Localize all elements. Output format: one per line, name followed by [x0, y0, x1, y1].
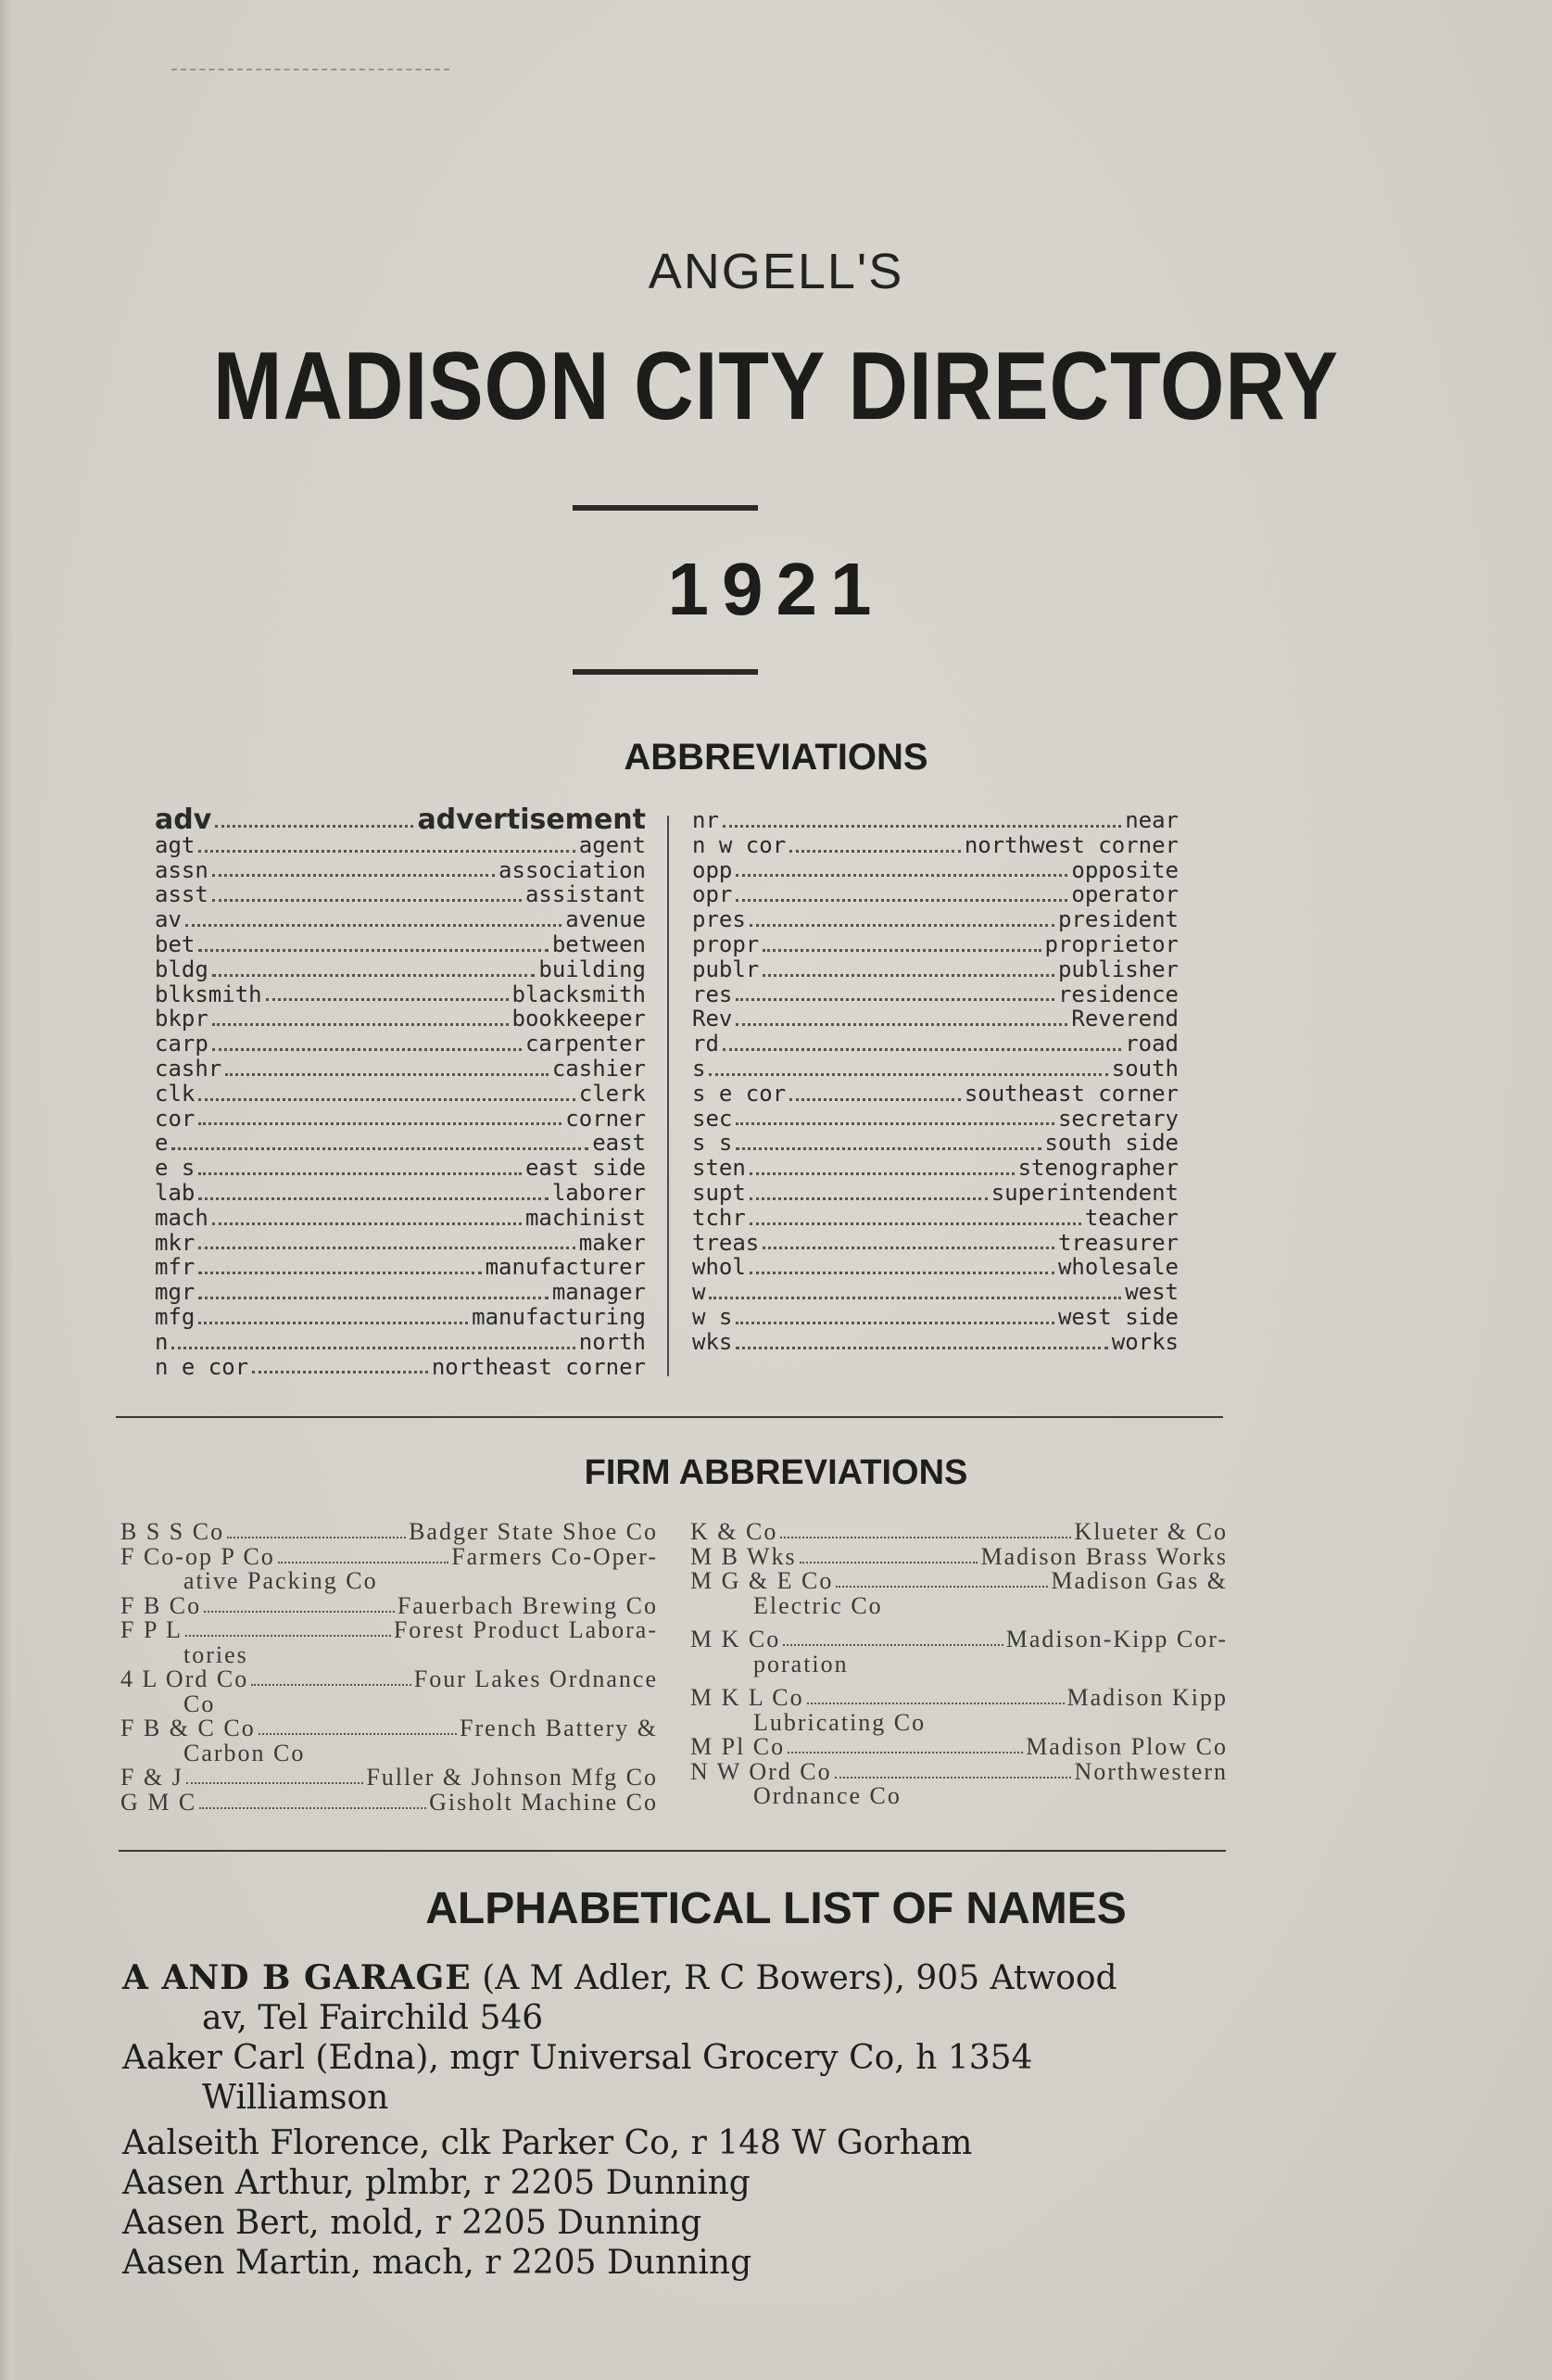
leader-dots	[199, 1807, 426, 1809]
entry-line	[122, 1959, 1117, 1997]
abbreviation-row	[692, 1330, 1179, 1355]
abbreviation-row	[692, 1305, 1179, 1330]
firm-name: Fuller & Johnson Mfg Co	[366, 1764, 658, 1791]
abbreviation-key: w s	[692, 1303, 733, 1330]
leader-dots	[736, 874, 1067, 877]
entry-line	[122, 2244, 751, 2282]
leader-dots	[185, 1635, 391, 1637]
abbreviation-key: s e cor	[692, 1080, 787, 1107]
abbreviation-key: propr	[692, 930, 760, 957]
title-rule-top	[573, 505, 758, 511]
leader-dots	[171, 1347, 574, 1349]
leader-dots	[212, 1023, 509, 1026]
leader-dots	[212, 1222, 522, 1225]
year-heading: 1921	[667, 548, 885, 630]
abbreviation-meaning: corner	[565, 1105, 646, 1132]
leader-dots	[225, 1073, 549, 1076]
abbreviation-meaning: advertisement	[417, 804, 646, 836]
leader-dots	[789, 850, 961, 853]
leader-dots	[171, 1147, 588, 1150]
abbreviation-row	[692, 808, 1179, 833]
leader-dots	[763, 974, 1054, 977]
entry-line	[122, 2039, 1032, 2077]
abbreviation-key: av	[155, 906, 182, 933]
abbreviation-key: nr	[692, 807, 719, 833]
firm-abbreviation: 4 L Ord Co	[120, 1665, 249, 1692]
firm-abbreviation: M K Co	[690, 1626, 781, 1652]
abbreviation-row	[155, 1057, 646, 1082]
leader-dots	[198, 1322, 468, 1324]
firm-name: Madison Kipp	[1066, 1684, 1228, 1711]
leader-dots	[185, 924, 561, 927]
abbreviation-key: e	[155, 1130, 169, 1157]
abbreviation-key: cor	[155, 1105, 196, 1132]
abbreviation-row	[155, 1032, 646, 1057]
abbreviation-meaning: north	[578, 1328, 646, 1355]
leader-dots	[736, 1147, 1041, 1150]
leader-dots	[198, 1172, 522, 1175]
abbreviation-row	[692, 957, 1179, 982]
firm-abbreviation: F B & C Co	[120, 1715, 256, 1741]
firm-name-continued: Ordnance Co	[753, 1782, 902, 1809]
firm-name: Badger State Shoe Co	[409, 1518, 658, 1545]
abbreviation-row	[155, 982, 646, 1007]
abbreviation-key: supt	[692, 1179, 746, 1206]
firm-abbreviation: B S S Co	[120, 1518, 225, 1545]
abbreviation-row	[155, 1280, 646, 1305]
section-rule-1	[116, 1416, 1223, 1418]
firm-name-continued: poration	[753, 1650, 849, 1677]
firm-right-column	[690, 1520, 1228, 1809]
abbreviation-meaning: opposite	[1071, 856, 1179, 883]
abbreviation-key: mach	[155, 1204, 208, 1231]
firm-row	[690, 1686, 1228, 1711]
firm-name: Madison Plow Co	[1026, 1733, 1228, 1760]
abbreviation-meaning: secretary	[1057, 1105, 1179, 1132]
leader-dots	[252, 1371, 428, 1374]
leader-dots	[212, 1048, 522, 1051]
abbreviation-key: mfr	[155, 1254, 196, 1281]
abbreviation-key: w	[692, 1279, 706, 1306]
firm-row	[690, 1757, 1228, 1785]
firm-name: Forest Product Labora-	[393, 1616, 658, 1643]
firm-row	[690, 1627, 1228, 1652]
firm-name: Farmers Co-Oper-	[451, 1542, 658, 1570]
firm-row	[120, 1667, 658, 1692]
abbreviation-meaning: Reverend	[1071, 1006, 1179, 1032]
firm-row	[690, 1569, 1228, 1594]
abbreviation-meaning: cashier	[551, 1055, 646, 1082]
leader-dots	[807, 1703, 1065, 1704]
abbreviation-meaning: works	[1111, 1328, 1179, 1355]
abbreviation-row	[692, 1082, 1179, 1107]
firm-row	[120, 1716, 658, 1741]
abbreviation-key: opp	[692, 856, 733, 883]
firm-abbreviations-heading: FIRM ABBREVIATIONS	[584, 1453, 968, 1492]
abbreviation-row	[155, 1355, 646, 1380]
leader-dots	[198, 850, 574, 853]
leader-dots	[709, 1297, 1121, 1299]
abbreviation-row	[155, 957, 646, 982]
abbreviation-key: rd	[692, 1031, 719, 1057]
abbreviation-meaning: clerk	[578, 1080, 646, 1107]
leader-dots	[266, 998, 509, 1001]
abbreviation-key: bet	[155, 930, 196, 957]
abbreviation-meaning: carpenter	[524, 1031, 646, 1057]
firm-name: Klueter & Co	[1074, 1518, 1228, 1545]
abbreviation-row	[155, 1107, 646, 1132]
abbreviation-row	[155, 858, 646, 883]
firm-name-continued: Carbon Co	[183, 1739, 306, 1766]
leader-dots	[198, 1297, 548, 1299]
abbreviation-key: bldg	[155, 956, 208, 982]
abbreviation-key: agt	[155, 831, 196, 858]
abbreviation-key: publr	[692, 956, 760, 982]
abbreviation-row	[155, 1181, 646, 1206]
abbreviation-row	[692, 1156, 1179, 1181]
abbreviation-row	[692, 1107, 1179, 1132]
section-rule-2	[119, 1850, 1226, 1852]
firm-row	[690, 1520, 1228, 1545]
abbreviations-heading: ABBREVIATIONS	[624, 737, 928, 778]
firm-name-continued: ative Packing Co	[183, 1567, 378, 1594]
abbreviation-row	[155, 833, 646, 858]
abbreviation-meaning: president	[1057, 906, 1179, 933]
abbreviation-key: sec	[692, 1105, 733, 1132]
abbreviation-row	[155, 1082, 646, 1107]
abbreviation-row	[692, 1006, 1179, 1032]
directory-entry	[122, 2203, 1234, 2243]
leader-dots	[736, 1322, 1054, 1324]
abbreviation-row	[692, 858, 1179, 883]
abbreviation-meaning: superintendent	[991, 1179, 1179, 1206]
leader-dots	[198, 1247, 574, 1249]
leader-dots	[736, 1023, 1067, 1026]
abbreviation-row	[692, 982, 1179, 1007]
abbreviation-key: s	[692, 1055, 706, 1082]
firm-abbreviation: G M C	[120, 1788, 197, 1816]
abbreviation-meaning: near	[1125, 807, 1179, 833]
firm-row	[120, 1520, 658, 1545]
leader-dots	[278, 1562, 448, 1563]
firm-row	[120, 1766, 658, 1791]
leader-dots	[783, 1644, 1003, 1646]
entry-line	[122, 2164, 751, 2202]
abbreviation-row	[692, 1206, 1179, 1231]
abbreviation-key: assn	[155, 856, 208, 883]
abbreviation-meaning: stenographer	[1017, 1155, 1179, 1182]
abbreviation-meaning: south	[1111, 1055, 1179, 1082]
abbreviation-row	[692, 1255, 1179, 1280]
firm-abbreviation: M Pl Co	[690, 1733, 786, 1760]
directory-entry	[122, 2038, 1234, 2118]
abbreviation-key: clk	[155, 1080, 196, 1107]
abbreviation-row	[155, 804, 646, 836]
firm-abbreviation: M K L Co	[690, 1684, 804, 1711]
firm-name: Madison-Kipp Cor-	[1005, 1626, 1228, 1652]
firm-abbreviation: F Co-op P Co	[120, 1542, 275, 1570]
abbreviation-key: res	[692, 981, 733, 1007]
firm-row	[120, 1788, 658, 1816]
abbreviation-meaning: teacher	[1084, 1204, 1179, 1231]
abbreviation-meaning: machinist	[524, 1204, 646, 1231]
abbreviations-right-column	[692, 808, 1179, 1355]
firm-abbreviation: F & J	[120, 1764, 183, 1791]
directory-entry	[122, 2123, 1234, 2163]
directory-entry	[122, 2243, 1234, 2283]
entry-text: Aasen Arthur, plmbr, r 2205 Dunning	[122, 2164, 751, 2202]
leader-dots	[215, 825, 413, 828]
leader-dots	[736, 1122, 1054, 1125]
firm-abbreviation: F B Co	[120, 1591, 202, 1619]
firm-abbreviation: M B Wks	[690, 1542, 797, 1570]
abbreviation-key: e s	[155, 1155, 196, 1182]
leader-dots	[198, 949, 548, 952]
abbreviation-row	[155, 1231, 646, 1256]
abbreviation-key: s s	[692, 1130, 733, 1157]
abbreviation-meaning: west side	[1057, 1303, 1179, 1330]
abbreviation-meaning: operator	[1071, 881, 1179, 908]
abbreviation-meaning: treasurer	[1057, 1229, 1179, 1256]
leader-dots	[198, 1122, 561, 1125]
leader-dots	[835, 1777, 1072, 1779]
abbreviation-meaning: wholesale	[1057, 1254, 1179, 1281]
leader-dots	[836, 1586, 1048, 1588]
abbreviation-meaning: northwest corner	[964, 831, 1179, 858]
firm-abbreviation: M G & E Co	[690, 1567, 834, 1594]
leader-dots	[212, 899, 522, 902]
abbreviation-key: whol	[692, 1254, 746, 1281]
abbreviation-row	[155, 1131, 646, 1156]
entry-text: Aasen Bert, mold, r 2205 Dunning	[122, 2204, 702, 2242]
leader-dots	[750, 1272, 1054, 1274]
leader-dots	[736, 1347, 1107, 1349]
abbreviation-key: Rev	[692, 1006, 733, 1032]
firm-row	[690, 1735, 1228, 1760]
leader-dots	[789, 1098, 961, 1101]
entry-line	[122, 2124, 972, 2162]
abbreviation-meaning: manufacturing	[472, 1303, 646, 1330]
leader-dots	[763, 1247, 1054, 1249]
abbreviation-key: mgr	[155, 1279, 196, 1306]
alphabetical-list-heading: ALPHABETICAL LIST OF NAMES	[425, 1884, 1127, 1933]
abbreviation-key: sten	[692, 1155, 746, 1182]
leader-dots	[800, 1562, 978, 1563]
abbreviation-meaning: east	[592, 1130, 646, 1157]
abbreviation-row	[692, 1057, 1179, 1082]
abbreviation-meaning: south side	[1044, 1130, 1179, 1157]
abbreviations-divider	[667, 816, 669, 1376]
abbreviation-key: adv	[155, 804, 212, 836]
firm-row	[690, 1542, 1228, 1570]
directory-entry	[122, 1958, 1234, 2038]
abbreviation-row	[692, 833, 1179, 858]
abbreviation-meaning: laborer	[551, 1179, 646, 1206]
entry-text: Aasen Martin, mach, r 2205 Dunning	[122, 2244, 752, 2282]
leader-dots	[780, 1537, 1071, 1538]
entry-continued: Williamson	[202, 2079, 389, 2117]
leader-dots	[788, 1752, 1023, 1753]
abbreviation-meaning: east side	[524, 1155, 646, 1182]
firm-abbreviation: N W Ord Co	[690, 1757, 832, 1785]
abbreviation-key: n w cor	[692, 831, 787, 858]
abbreviation-key: blksmith	[155, 981, 262, 1007]
top-mark	[171, 69, 449, 74]
abbreviation-key: wks	[692, 1328, 733, 1355]
leader-dots	[212, 974, 536, 977]
abbreviation-meaning: manager	[551, 1279, 646, 1306]
abbreviation-key: lab	[155, 1179, 196, 1206]
firm-name: Four Lakes Ordnance	[413, 1665, 658, 1692]
abbreviation-row	[692, 882, 1179, 907]
firm-left-column	[120, 1520, 658, 1815]
leader-dots	[723, 1048, 1121, 1051]
firm-name-continued: Co	[183, 1690, 216, 1717]
abbreviation-row	[692, 1231, 1179, 1256]
abbreviation-key: pres	[692, 906, 746, 933]
abbreviation-meaning: manufacturer	[485, 1254, 646, 1281]
abbreviation-key: cashr	[155, 1055, 222, 1082]
directory-title: MADISON CITY DIRECTORY	[213, 333, 1339, 440]
abbreviation-key: asst	[155, 881, 208, 908]
entry-text: Aalseith Florence, clk Parker Co, r 148 W Gorham	[122, 2124, 973, 2162]
abbreviation-key: carp	[155, 1031, 208, 1057]
leader-dots	[709, 1073, 1107, 1076]
entry-text: Aaker Carl (Edna), mgr Universal Grocery Co, h 1354	[122, 2039, 1033, 2077]
abbreviation-key: opr	[692, 881, 733, 908]
abbreviation-key: mfg	[155, 1303, 196, 1330]
publisher-title: ANGELL'S	[648, 244, 904, 299]
abbreviation-row	[692, 1181, 1179, 1206]
abbreviation-key: tchr	[692, 1204, 746, 1231]
leader-dots	[763, 949, 1041, 952]
firm-abbreviation: K & Co	[690, 1518, 778, 1545]
abbreviation-key: mkr	[155, 1229, 196, 1256]
firm-row	[120, 1591, 658, 1619]
firm-name-continued: Electric Co	[753, 1591, 883, 1619]
abbreviation-row	[692, 932, 1179, 957]
title-rule-bottom	[573, 669, 758, 675]
abbreviation-key: bkpr	[155, 1006, 208, 1032]
abbreviation-row	[155, 932, 646, 957]
abbreviation-row	[155, 882, 646, 907]
entry-line	[122, 2204, 701, 2242]
leader-dots	[750, 1172, 1015, 1175]
firm-name-continued: Lubricating Co	[753, 1708, 927, 1736]
abbreviation-meaning: agent	[578, 831, 646, 858]
abbreviation-meaning: maker	[578, 1229, 646, 1256]
abbreviation-meaning: road	[1125, 1031, 1179, 1057]
firm-abbreviation: F P L	[120, 1616, 183, 1643]
leader-dots	[186, 1782, 364, 1784]
abbreviation-row	[692, 1131, 1179, 1156]
abbreviation-meaning: building	[538, 956, 646, 982]
abbreviation-meaning: avenue	[565, 906, 646, 933]
leader-dots	[750, 1222, 1081, 1225]
leader-dots	[198, 1272, 481, 1274]
entry-text: (A M Adler, R C Bowers), 905 Atwood	[482, 1959, 1117, 1997]
abbreviation-meaning: blacksmith	[511, 981, 646, 1007]
abbreviation-row	[692, 1032, 1179, 1057]
firm-name: Northwestern	[1074, 1757, 1228, 1785]
leader-dots	[259, 1733, 457, 1735]
page-left-edge	[0, 0, 13, 2380]
leader-dots	[750, 924, 1054, 927]
abbreviation-row	[155, 1006, 646, 1032]
abbreviation-row	[155, 1156, 646, 1181]
abbreviation-row	[155, 907, 646, 932]
leader-dots	[723, 825, 1121, 828]
abbreviation-meaning: southeast corner	[964, 1080, 1179, 1107]
abbreviation-row	[155, 1255, 646, 1280]
directory-entry	[122, 2163, 1234, 2203]
leader-dots	[736, 998, 1054, 1001]
firm-name: Fauerbach Brewing Co	[397, 1591, 658, 1619]
abbreviation-meaning: west	[1125, 1279, 1179, 1306]
firm-row	[120, 1618, 658, 1643]
entry-continued: av, Tel Fairchild 546	[202, 1999, 544, 2037]
abbreviation-meaning: assistant	[524, 881, 646, 908]
abbreviation-key: n	[155, 1328, 169, 1355]
firm-name: Gisholt Machine Co	[429, 1788, 658, 1816]
abbreviation-meaning: northeast corner	[431, 1353, 646, 1380]
abbreviation-meaning: proprietor	[1044, 930, 1179, 957]
leader-dots	[251, 1684, 411, 1686]
firm-row	[120, 1542, 658, 1570]
leader-dots	[750, 1197, 988, 1200]
leader-dots	[227, 1537, 406, 1538]
entry-name-bold: A AND B GARAGE	[122, 1958, 472, 1997]
firm-name-continued: tories	[183, 1640, 248, 1668]
leader-dots	[198, 1197, 548, 1200]
abbreviation-row	[155, 1206, 646, 1231]
names-list	[122, 1958, 1234, 2283]
leader-dots	[204, 1611, 395, 1613]
leader-dots	[736, 899, 1067, 902]
leader-dots	[212, 874, 495, 877]
abbreviation-row	[155, 1330, 646, 1355]
abbreviation-meaning: publisher	[1057, 956, 1179, 982]
abbreviations-left-column	[155, 804, 646, 1380]
abbreviation-meaning: association	[498, 856, 646, 883]
abbreviation-row	[692, 907, 1179, 932]
abbreviation-row	[692, 1280, 1179, 1305]
abbreviation-meaning: residence	[1057, 981, 1179, 1007]
abbreviation-meaning: between	[551, 930, 646, 957]
abbreviation-meaning: bookkeeper	[511, 1006, 646, 1032]
leader-dots	[198, 1098, 574, 1101]
firm-name: French Battery &	[460, 1715, 658, 1741]
abbreviation-key: n e cor	[155, 1353, 249, 1380]
abbreviation-key: treas	[692, 1229, 760, 1256]
firm-name: Madison Brass Works	[980, 1542, 1228, 1570]
firm-name: Madison Gas &	[1051, 1567, 1228, 1594]
abbreviation-row	[155, 1305, 646, 1330]
